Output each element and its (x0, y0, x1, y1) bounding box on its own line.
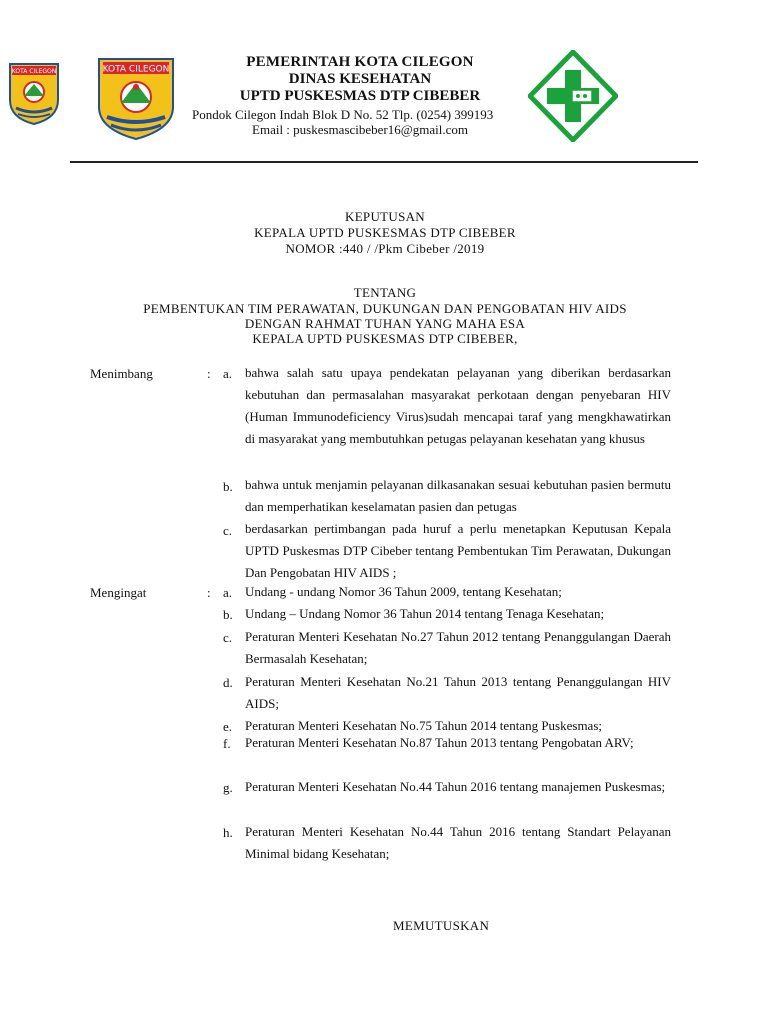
mengingat-item: Peraturan Menteri Kesehatan No.87 Tahun 2013 tentang Pengobatan ARV; (245, 735, 634, 750)
mengingat-item: Undang – Undang Nomor 36 Tahun 2014 tentang Tenaga Kesehatan; (245, 606, 605, 621)
header-unit: UPTD PUSKESMAS DTP CIBEBER (239, 88, 481, 104)
doc-number: NOMOR :440 / /Pkm Cibeber /2019 (285, 241, 485, 256)
doc-tentang: TENTANG (353, 285, 417, 300)
menimbang-letter: a. (223, 366, 233, 381)
header-divider (70, 161, 698, 163)
menimbang-item: bahwa untuk menjamin pelayanan dilkasanakan sesuai kebutuhan pasien bermutu dan memperhatikan keselamatan pasien dan petugas (245, 477, 671, 514)
mengingat-item: Peraturan Menteri Kesehatan No.44 Tahun 2016 tentang Standart Pelayanan Minimal bidang Kesehatan; (245, 824, 671, 861)
header-government: PEMERINTAH KOTA CILEGON (246, 54, 474, 70)
mengingat-letter: e. (223, 719, 233, 734)
mengingat-colon: : (207, 585, 211, 600)
mengingat-item: Undang - undang Nomor 36 Tahun 2009, tentang Kesehatan; (245, 584, 562, 599)
mengingat-item: Peraturan Menteri Kesehatan No.75 Tahun 2014 tentang Puskesmas; (245, 718, 602, 733)
mengingat-letter: h. (223, 825, 233, 840)
doc-issuer: KEPALA UPTD PUSKESMAS DTP CIBEBER (254, 225, 516, 240)
menimbang-label: Menimbang (90, 366, 153, 381)
seal-small-label: KOTA CILEGON (11, 68, 57, 75)
mengingat-letter: g. (223, 780, 233, 795)
doc-invocation: DENGAN RAHMAT TUHAN YANG MAHA ESA (244, 316, 526, 331)
header-address: Pondok Cilegon Indah Blok D No. 52 Tlp. (0254) 399193 (192, 107, 494, 122)
doc-subject: PEMBENTUKAN TIM PERAWATAN, DUKUNGAN DAN PENGOBATAN HIV AIDS (143, 301, 627, 316)
menimbang-item: berdasarkan pertimbangan pada huruf a perlu menetapkan Keputusan Kepala UPTD Puskesmas DTP Cibeber tentang Pembentukan Tim Perawatan, Dukungan Dan Pengobatan HIV AIDS ; (245, 521, 671, 580)
seal-large-label: KOTA CILEGON (102, 64, 170, 75)
mengingat-letter: f. (223, 736, 231, 751)
header-department: DINAS KESEHATAN (288, 71, 432, 87)
mengingat-item: Peraturan Menteri Kesehatan No.21 Tahun 2013 tentang Penanggulangan HIV AIDS; (245, 674, 671, 711)
memutuskan-heading: MEMUTUSKAN (393, 918, 490, 933)
menimbang-letter: c. (223, 523, 233, 538)
kota-cilegon-seal-small-icon (6, 60, 62, 126)
mengingat-letter: b. (223, 607, 233, 622)
doc-type: KEPUTUSAN (345, 209, 425, 224)
header-email: Email : puskesmascibeber16@gmail.com (252, 122, 468, 137)
mengingat-letter: d. (223, 675, 233, 690)
mengingat-label: Mengingat (90, 585, 147, 600)
doc-authority: KEPALA UPTD PUSKESMAS DTP CIBEBER, (252, 331, 518, 346)
menimbang-letter: b. (223, 479, 233, 494)
puskesmas-green-cross-icon (528, 50, 618, 142)
mengingat-item: Peraturan Menteri Kesehatan No.27 Tahun 2012 tentang Penanggulangan Daerah Bermasalah Kesehatan; (245, 629, 671, 666)
mengingat-letter: a. (223, 585, 233, 600)
mengingat-letter: c. (223, 630, 233, 645)
menimbang-item: bahwa salah satu upaya pendekatan pelayanan yang diberikan berdasarkan kebutuhan dan permasalahan masyarakat perkotaan dengan penyebaran HIV (Human Immunodeficiency Virus)sudah mencapai taraf yang mengkhawatirkan di masyarakat yang membutuhkan petugas pelayanan kesehatan yang khusus (245, 365, 671, 446)
menimbang-colon: : (207, 366, 211, 381)
mengingat-item: Peraturan Menteri Kesehatan No.44 Tahun 2016 tentang manajemen Puskesmas; (245, 779, 666, 794)
